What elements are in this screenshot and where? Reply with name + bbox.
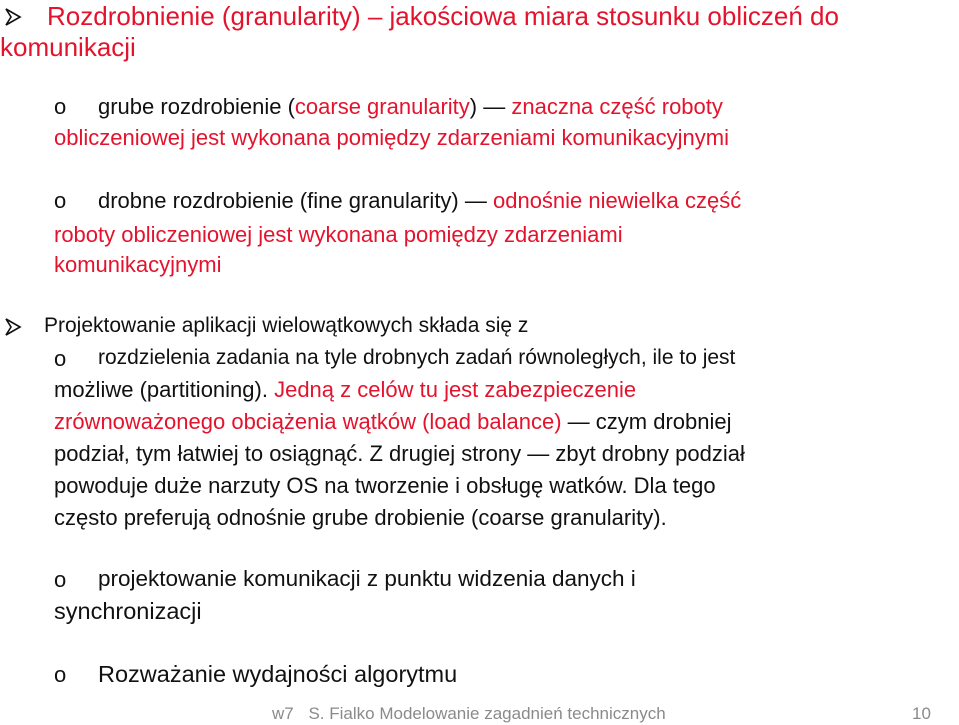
wydajnosc-item: Rozważanie wydajności algorytmu: [98, 661, 458, 687]
partitioning-line-1: rozdzielenia zadania na tyle drobnych zadań równoległych, ile to jest: [98, 346, 736, 369]
load-balance-dash: —: [561, 409, 596, 434]
coarse-text-c: ): [469, 94, 484, 119]
partitioning-line-2: [54, 377, 636, 402]
coarse-dash: —: [483, 94, 506, 119]
fine-definition-start: odnośnie niewielka część: [486, 188, 742, 213]
partitioning-line-4: podział, tym łatwiej to osiągnąć. Z drugiej strony — zbyt drobny podział: [54, 441, 745, 466]
footer-author: S. Fialko Modelowanie zagadnień technicznych: [308, 704, 666, 723]
fine-granularity-line-3: komunikacyjnymi: [54, 252, 222, 277]
coarse-granularity-line-1: [98, 94, 723, 119]
load-balance-intro: Jedną z celów tu jest zabezpieczenie: [274, 377, 637, 402]
circle-o-bullet-icon: o: [54, 662, 67, 687]
footer-lecture: w7: [272, 704, 294, 723]
circle-o-bullet-icon: o: [54, 188, 67, 213]
fine-granularity-line-2: roboty obliczeniowej jest wykonana pomiędzy zdarzeniami: [54, 222, 623, 247]
arrowhead-bullet-icon: [4, 318, 22, 336]
slide-footer: [272, 704, 952, 724]
load-balance-term: zrównoważonego obciążenia wątków (load balance): [54, 409, 562, 434]
projektowanie-heading: Projektowanie aplikacji wielowątkowych składa się z: [44, 314, 529, 337]
circle-o-bullet-icon: o: [54, 346, 67, 371]
partitioning-line-6: często preferują odnośnie grube drobienie (coarse granularity).: [54, 505, 667, 530]
coarse-term: coarse granularity: [294, 94, 470, 119]
circle-o-bullet-icon: o: [54, 94, 67, 119]
komunikacja-line-2: synchronizacji: [54, 598, 202, 624]
fine-text-a: drobne rozdrobienie (fine granularity): [98, 188, 465, 213]
partitioning-line-5: powoduje duże narzuty OS na tworzenie i obsługę watków. Dla tego: [54, 473, 716, 498]
arrowhead-bullet-icon: [4, 8, 22, 26]
circle-o-bullet-icon: o: [54, 567, 67, 592]
slide-title-line-2: komunikacji: [0, 32, 136, 62]
load-balance-rest: czym drobniej: [595, 409, 732, 434]
footer-page-number: 10: [912, 704, 931, 723]
coarse-definition-start: znaczna część roboty: [505, 94, 723, 119]
fine-dash: —: [464, 188, 487, 213]
partitioning-line-3: [54, 409, 731, 434]
fine-granularity-line-1: [98, 188, 741, 213]
partitioning-text: możliwe (partitioning).: [54, 377, 275, 402]
coarse-text-a: grube rozdrobienie (: [98, 94, 295, 119]
komunikacja-line-1: projektowanie komunikacji z punktu widzenia danych i: [98, 566, 636, 591]
slide-title-line-1: Rozdrobnienie (granularity) – jakościowa miara stosunku obliczeń do: [47, 1, 839, 31]
coarse-granularity-line-2: obliczeniowej jest wykonana pomiędzy zdarzeniami komunikacyjnymi: [54, 125, 729, 150]
